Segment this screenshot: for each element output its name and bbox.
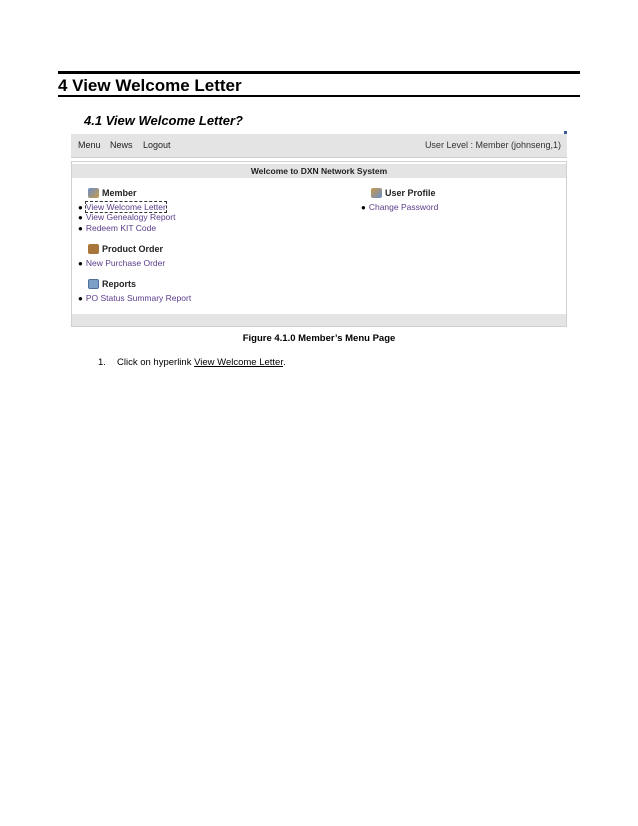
view-welcome-letter-link[interactable]: ● View Welcome Letter [78,202,166,212]
bullet-icon: ● [78,224,83,233]
menu-page-screenshot [71,131,567,327]
figure-caption: Figure 4.1.0 Member’s Menu Page [242,333,396,344]
step-number: 1. [98,357,106,368]
menu-link[interactable]: Menu [78,140,101,150]
user-level-label: User Level : Member (johnseng,1) [424,140,561,150]
users-icon [371,188,382,198]
redeem-kit-code-link[interactable]: ● Redeem KIT Code [78,223,157,233]
bullet-icon: ● [78,294,83,303]
heading-rule-top [58,71,580,74]
users-icon [88,188,99,198]
user-profile-section-label: User Profile [385,188,436,198]
member-section-title [88,188,137,198]
panel-title: Welcome to DXN Network System [72,164,566,178]
new-purchase-order-link[interactable]: ● New Purchase Order [78,258,166,268]
step-text: Click on hyperlink [117,357,195,368]
logout-link[interactable]: Logout [143,140,171,150]
news-link[interactable]: News [110,140,133,150]
po-status-summary-report-link[interactable]: ● PO Status Summary Report [78,293,192,303]
bullet-icon: ● [78,259,83,268]
top-menu-bar [71,134,567,158]
panel-footer [72,314,566,326]
step-suffix: . [282,357,286,368]
user-profile-section-title [371,188,436,198]
step-hyperlink[interactable]: View Welcome Letter [194,357,283,368]
box-icon [88,244,99,254]
reports-section-title [88,279,136,289]
welcome-panel [71,161,567,327]
section-heading: 4 View Welcome Letter [58,76,242,95]
bullet-icon: ● [361,203,366,212]
reports-section-label: Reports [102,279,137,289]
product-order-section-label: Product Order [102,244,164,254]
bullet-icon: ● [78,213,83,222]
report-icon [88,279,99,289]
step-item [98,357,286,368]
subsection-heading: 4.1 View Welcome Letter? [84,113,243,128]
change-password-link[interactable]: ● Change Password [361,202,439,212]
product-order-section-title [88,244,163,254]
member-section-label: Member [102,188,137,198]
view-genealogy-report-link[interactable]: ● View Genealogy Report [78,212,176,222]
bullet-icon: ● [78,203,83,212]
heading-rule-bottom [58,95,580,97]
